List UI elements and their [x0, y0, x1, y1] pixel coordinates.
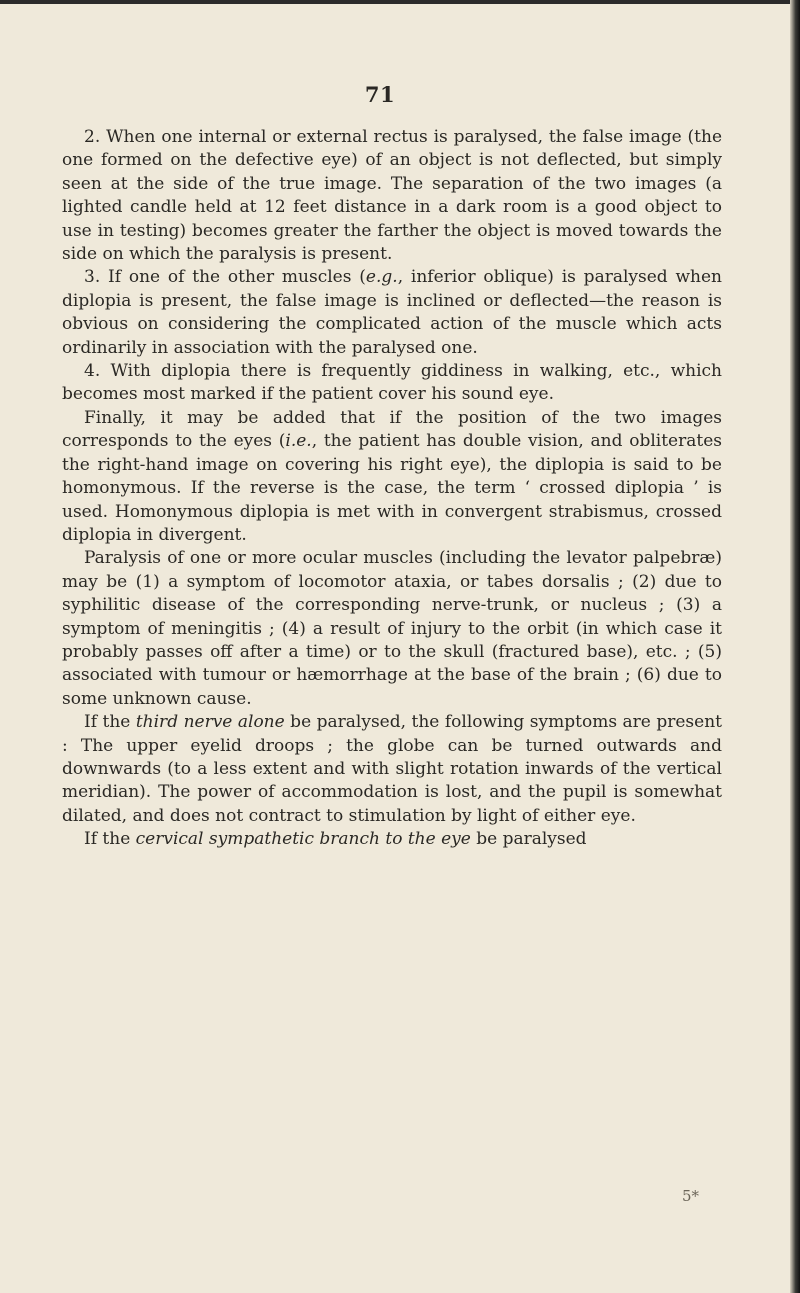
paragraph [62, 711, 722, 828]
paragraph [62, 360, 722, 407]
italic-text: third nerve alone [135, 712, 285, 733]
text-run: 2. When one internal or external rectus is paralysed, the false image (the one formed on the defective eye) of an object is not deflected, but simply seen at the side of the true image. The separation of the two images (a lighted candle held at 12 feet distance in a dark room is a good object to use in testing) becomes greater the farther the object is moved towards the side on which the paralysis is present. [62, 127, 722, 265]
text-run: Finally, it may be added that if the position of the two images corresponds to the eyes ( [62, 407, 722, 452]
text-run: , inferior oblique) is paralysed when diplopia is present, the false image is inclined or deflected—the reason is obvious on considering the complicated action of the muscle which acts ordinarily in association with the paralysed one. [62, 267, 722, 358]
text-run: be paralysed, the following symptoms are present : The upper eyelid droops ; the globe can be turned outwards and downwards (to a less extent and with slight rotation inwards of the vertical meridian). The power of accommodation is lost, and the pupil is somewhat dilated, and does not contract to stimulation by light of either eye. [62, 712, 722, 826]
body-text [62, 126, 722, 852]
paragraph [62, 266, 722, 360]
paragraph [62, 407, 722, 547]
italic-text: e.g. [365, 267, 398, 288]
page-number: 71 [364, 82, 396, 107]
page-top-edge [0, 0, 800, 4]
text-run: , the patient has double vision, and obliterates the right-hand image on covering his right eye), the diplopia is said to be homonymous. If the reverse is the case, the term ‘ crossed diplopia ’ is used. Homonymous diplopia is met with in convergent strabismus, crossed diplopia in divergent. [62, 431, 722, 545]
text-run: be paralysed [470, 829, 587, 850]
text-run: 4. With diplopia there is frequently giddiness in walking, etc., which becomes most marked if the patient cover his sound eye. [62, 361, 722, 405]
italic-text: cervical sympathetic branch to the eye [135, 829, 471, 850]
page-right-edge [790, 0, 800, 1293]
text-run: If the [84, 712, 136, 733]
text-run: Paralysis of one or more ocular muscles (including the levator palpebræ) may be (1) a symptom of locomotor ataxia, or tabes dorsalis ; (2) due to syphilitic disease of the corresponding nerve-trunk, or nucleus ; (3) a symptom of meningitis ; (4) a result of injury to the orbit (in which case it probably passes off after a time) or to the skull (fractured base), etc. ; (5) associated with tumour or hæmorrhage at the base of the brain ; (6) due to some unknown cause. [62, 548, 722, 709]
text-run: 3. If one of the other muscles ( [84, 267, 366, 288]
paragraph [62, 828, 722, 851]
text-run: If the [84, 829, 136, 850]
italic-text: i.e. [285, 431, 312, 452]
paragraph [62, 126, 722, 266]
signature-mark: 5* [682, 1187, 700, 1205]
paragraph [62, 547, 722, 711]
